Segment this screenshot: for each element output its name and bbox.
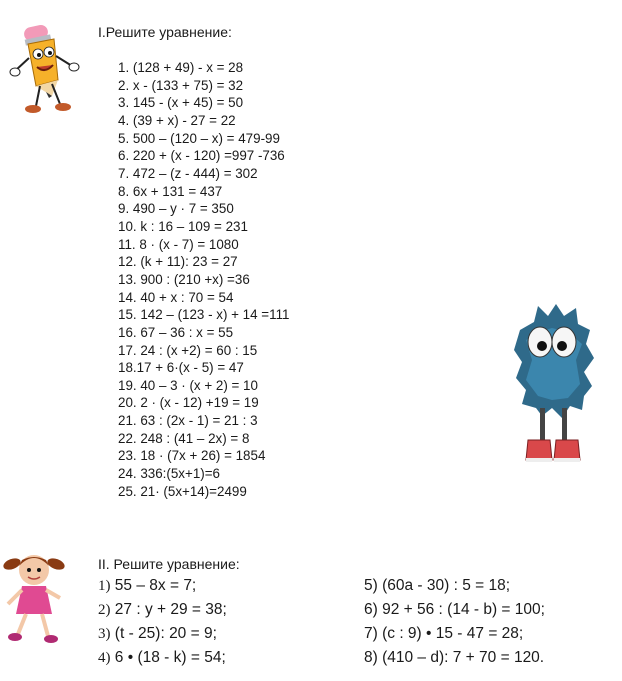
equation: 2) 27 : y + 29 = 38; xyxy=(98,601,227,618)
equation: 3. 145 - (x + 45) = 50 xyxy=(118,95,244,111)
equation: 9. 490 – y · 7 = 350 xyxy=(118,201,234,217)
equation: 6. 220 + (x - 120) =997 -736 xyxy=(118,148,285,164)
equation: 16. 67 – 36 : x = 55 xyxy=(118,324,234,340)
equation: 18.17 + 6·(x - 5) = 47 xyxy=(118,360,244,376)
equation: 22. 248 : (41 – 2x) = 8 xyxy=(118,430,250,446)
equation: 14. 40 + x : 70 = 54 xyxy=(118,289,234,305)
equation: 23. 18 · (7x + 26) = 1854 xyxy=(118,448,266,464)
equation: 8. 6x + 131 = 437 xyxy=(118,183,223,199)
equation-list-1 xyxy=(118,59,289,500)
equation: 24. 336:(5x+1)=6 xyxy=(118,466,220,482)
equation: 5) (60a - 30) : 5 = 18; xyxy=(364,577,511,594)
equation: 8) (410 – d): 7 + 70 = 120. xyxy=(364,649,545,666)
equation: 7) (c : 9) • 15 - 47 = 28; xyxy=(364,625,524,642)
equation: 4. (39 + x) - 27 = 22 xyxy=(118,112,236,128)
equation: 5. 500 – (120 – x) = 479-99 xyxy=(118,130,280,146)
equation: 25. 21· (5x+14)=2499 xyxy=(118,483,247,499)
equation-list-2-left xyxy=(98,574,227,670)
monster-mascot-icon xyxy=(512,300,596,470)
equation: 20. 2 · (x - 12) +19 = 19 xyxy=(118,395,259,411)
equation: 15. 142 – (123 - x) + 14 =111 xyxy=(118,307,290,323)
girl-mascot-icon xyxy=(2,548,68,648)
equation: 7. 472 – (z - 444) = 302 xyxy=(118,165,258,181)
pencil-mascot-icon xyxy=(8,22,88,122)
equation: 19. 40 – 3 · (x + 2) = 10 xyxy=(118,377,258,393)
equation: 21. 63 : (2x - 1) = 21 : 3 xyxy=(118,413,258,429)
equation: 12. (k + 11): 23 = 27 xyxy=(118,254,238,270)
equation: 1) 55 – 8x = 7; xyxy=(98,577,197,594)
equation: 4) 6 • (18 - k) = 54; xyxy=(98,649,226,666)
equation: 2. x - (133 + 75) = 32 xyxy=(118,77,244,93)
equation: 11. 8 · (x - 7) = 1080 xyxy=(118,236,239,252)
equation: 6) 92 + 56 : (14 - b) = 100; xyxy=(364,601,545,618)
equation: 1. (128 + 49) - x = 28 xyxy=(118,60,244,75)
equation: 13. 900 : (210 +x) =36 xyxy=(118,271,250,287)
section2-title: II. Решите уравнение: xyxy=(98,556,240,572)
equation-list-2-right xyxy=(364,574,545,670)
equation: 3) (t - 25): 20 = 9; xyxy=(98,625,217,642)
equation: 17. 24 : (x +2) = 60 : 15 xyxy=(118,342,258,358)
equation: 10. k : 16 – 109 = 231 xyxy=(118,218,248,234)
section1-title: I.Решите уравнение: xyxy=(98,24,232,40)
